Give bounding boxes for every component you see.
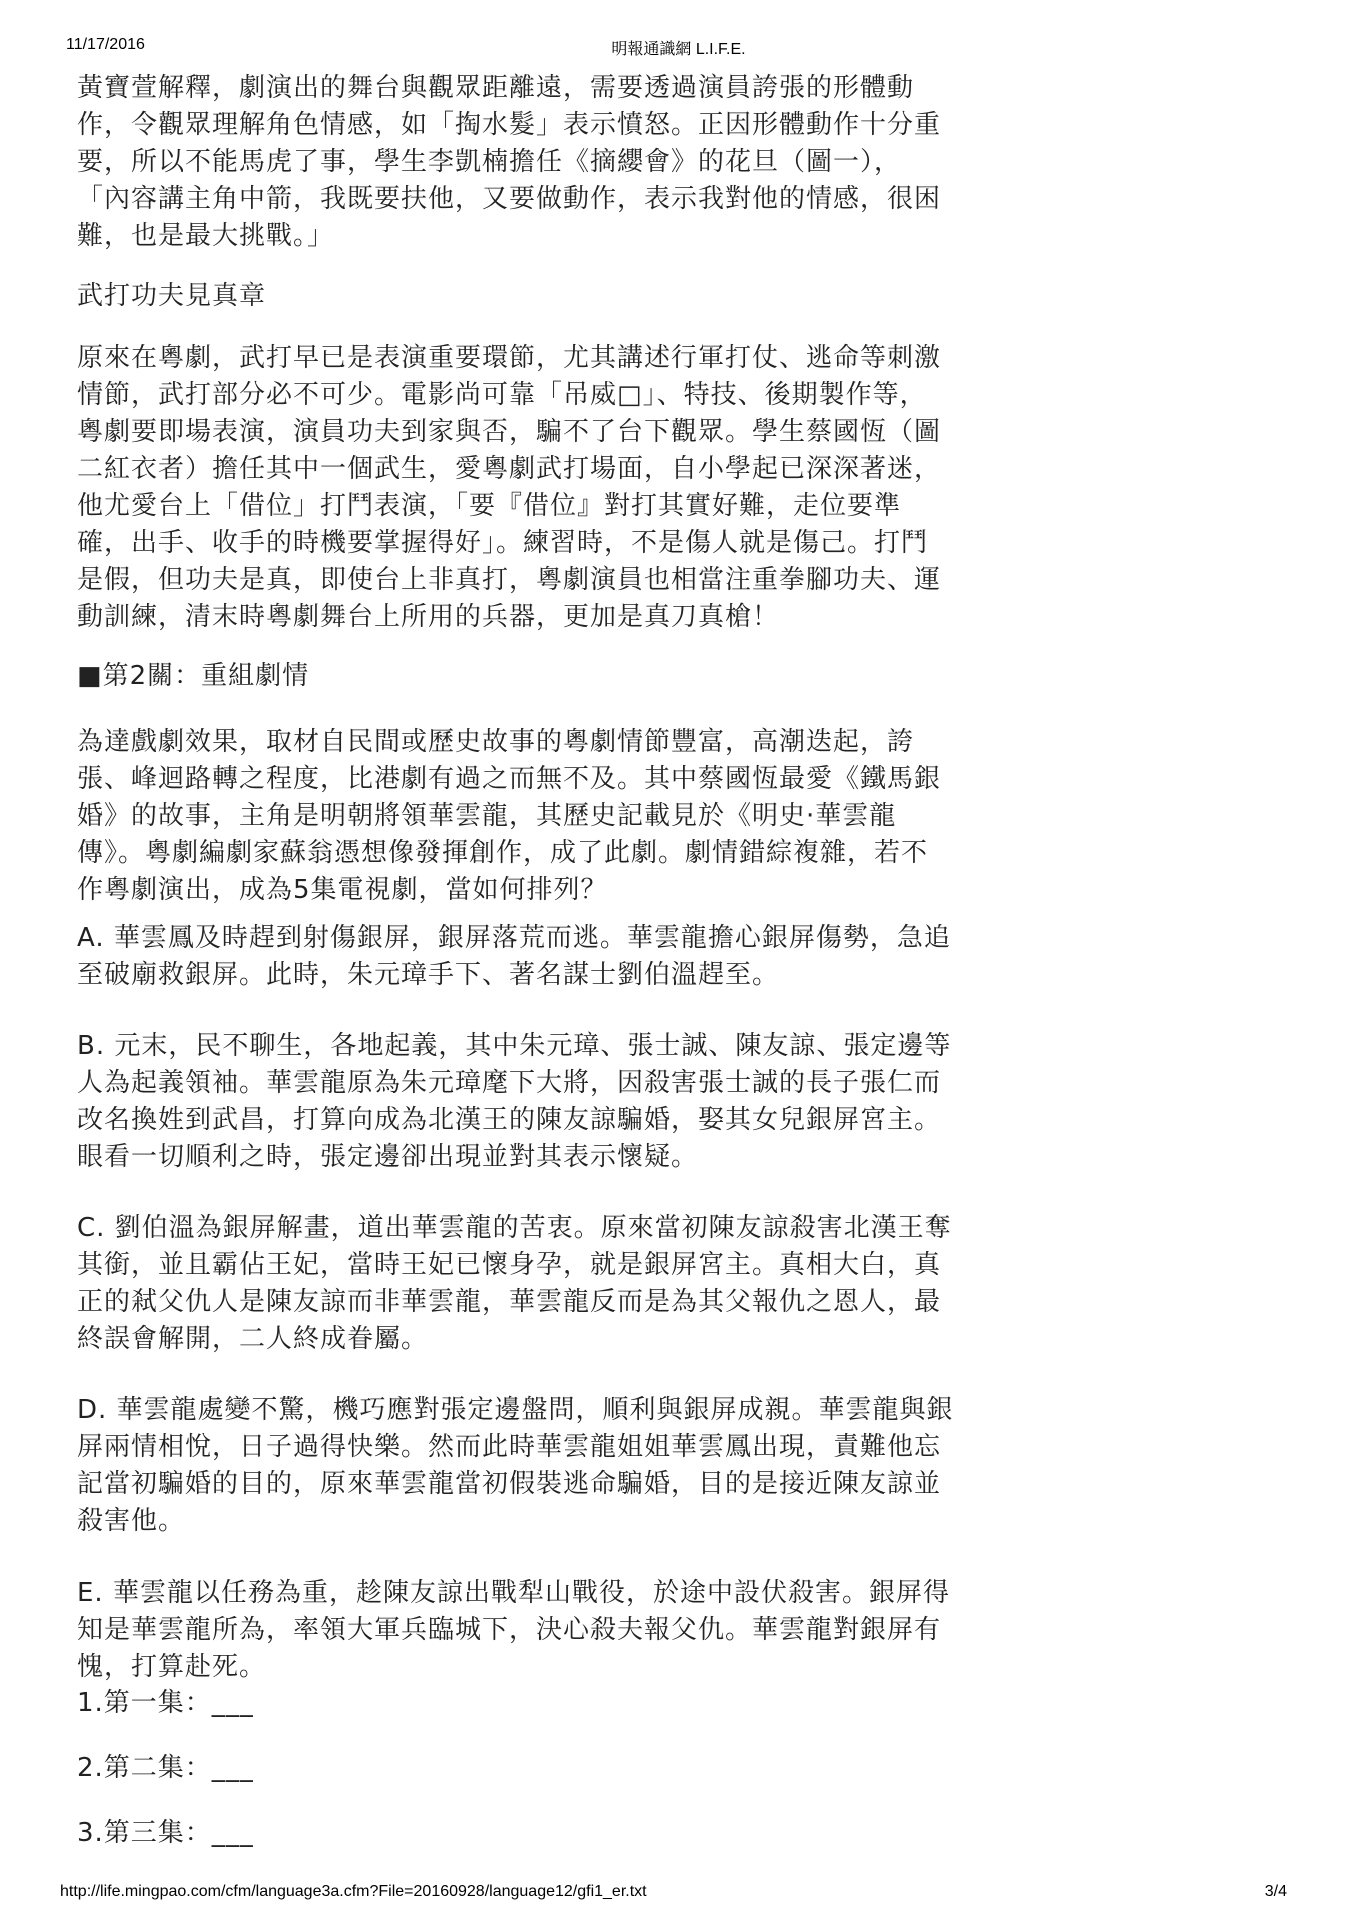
print-header-title: 明報通識網 L.I.F.E. <box>611 41 746 58</box>
plot-option-c: C. 劉伯溫為銀屏解畫，道出華雲龍的苦衷。原來當初陳友諒殺害北漢王奪 其銜，並且霸佔王妃，當時王妃已懷身孕，就是銀屏宮主。真相大白，真 正的弒父仇人是陳友諒而非華雲龍，華雲龍反而是為其父報仇之恩人，最 終誤會解開，二人終成眷屬。 <box>77 1213 952 1354</box>
plot-option-d: D. 華雲龍處變不驚，機巧應對張定邊盤問，順利與銀屏成親。華雲龍與銀 屏兩情相悅，日子過得快樂。然而此時華雲龍姐姐華雲鳳出現，責難他忘 記當初騙婚的目的，原來華雲龍當初假裝逃命騙婚，目的是接近陳友諒並 殺害他。 <box>77 1395 954 1536</box>
plot-option-b: B. 元末，民不聊生，各地起義，其中朱元璋、張士誠、陳友諒、張定邊等 人為起義領袖。華雲龍原為朱元璋麾下大將，因殺害張士誠的長子張仁而 改名換姓到武昌，打算向成為北漢王的陳友諒騙婚，娶其女兒銀屏宮主。 眼看一切順利之時，張定邊卻出現並對其表示懷疑。 <box>77 1031 952 1172</box>
episode-answer-1: 1.第一集：___ <box>77 1688 254 1718</box>
print-header-date: 11/17/2016 <box>66 36 145 53</box>
episode-answer-3: 3.第三集：___ <box>77 1818 254 1848</box>
article-paragraph: 原來在粵劇，武打早已是表演重要環節，尤其講述行軍打仗、逃命等刺激 情節，武打部分必不可少。電影尚可靠「吊威□」、特技、後期製作等， 粵劇要即場表演，演員功夫到家與否，騙不了台下觀眾。學生蔡國恆（圖 二紅衣者）擔任其中一個武生，愛粵劇武打場面，自小學起已深深著迷， 他尤愛台上「借位」打鬥表演，「要『借位』對打其實好難，走位要準 確，出手、收手的時機要掌握得好」。練習時，不是傷人就是傷己。打鬥 是假，但功夫是真，即使台上非真打，粵劇演員也相當注重拳腳功夫、運 動訓練，清末時粵劇舞台上所用的兵器，更加是真刀真槍！ <box>77 343 942 632</box>
article-paragraph: 為達戲劇效果，取材自民間或歷史故事的粵劇情節豐富，高潮迭起，誇 張、峰迴路轉之程度，比港劇有過之而無不及。其中蔡國恆最愛《鐵馬銀 婚》的故事，主角是明朝將領華雲龍，其歷史記載見於《明史·華雲龍 傳》。粵劇編劇家蘇翁憑想像發揮創作，成了此劇。劇情錯綜複雜，若不 作粵劇演出，成為5集電視劇，當如何排列？ <box>77 727 942 905</box>
plot-option-e: E. 華雲龍以任務為重，趁陳友諒出戰犁山戰役，於途中設伏殺害。銀屏得 知是華雲龍所為，率領大軍兵臨城下，決心殺夫報父仇。華雲龍對銀屏有 愧，打算赴死。 <box>77 1578 950 1682</box>
print-footer-page-number: 3/4 <box>1264 1883 1287 1900</box>
print-footer-url: http://life.mingpao.com/cfm/language3a.cfm?File=20160928/language12/gfi1_er.txt <box>60 1883 647 1900</box>
plot-option-a: A. 華雲鳳及時趕到射傷銀屏，銀屏落荒而逃。華雲龍擔心銀屏傷勢，急追 至破廟救銀屏。此時，朱元璋手下、著名謀士劉伯溫趕至。 <box>77 923 951 990</box>
section-heading-martial-arts: 武打功夫見真章 <box>77 281 267 311</box>
section-heading-level-2: ■第2關：重組劇情 <box>77 661 310 691</box>
episode-answer-2: 2.第二集：___ <box>77 1753 254 1783</box>
article-paragraph: 黃寶萱解釋，劇演出的舞台與觀眾距離遠，需要透過演員誇張的形體動 作，令觀眾理解角色情感，如「掏水髮」表示憤怒。正因形體動作十分重 要，所以不能馬虎了事，學生李凱楠擔任《摘纓會》的花旦（圖一）， 「內容講主角中箭，我既要扶他，又要做動作，表示我對他的情感，很困 難，也是最大挑戰。」 <box>77 73 942 251</box>
